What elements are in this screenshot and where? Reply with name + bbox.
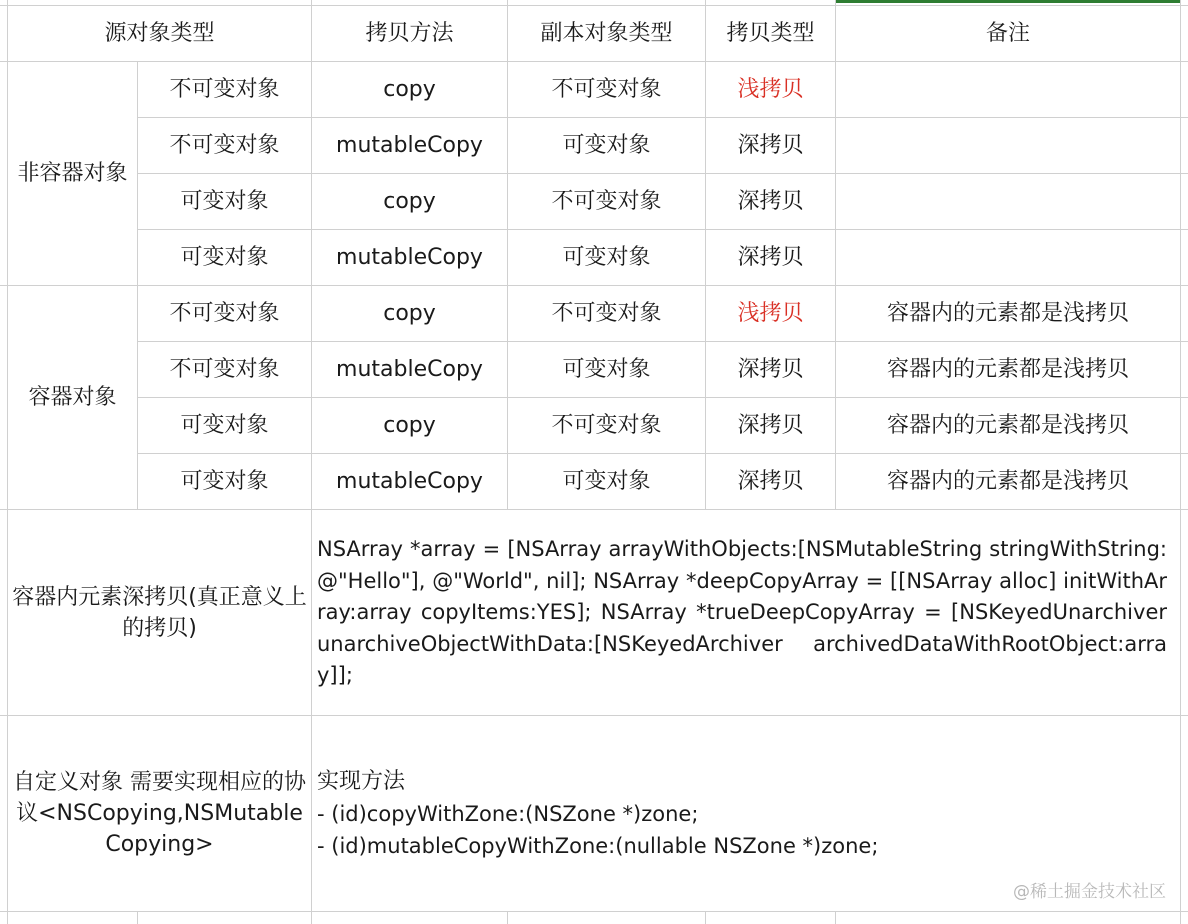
cell-method[interactable]: mutableCopy [336, 133, 483, 158]
header-source-type[interactable]: 源对象类型 [104, 21, 215, 46]
cell-note[interactable] [836, 62, 1180, 117]
deep-copy-code-cell[interactable]: NSArray *array = [NSArray arrayWithObjects:[NSMutableString stringWithString:@"Hello"], @"World", nil]; NSArray *deepCopyArray = [[NSArray alloc] initWithArray:array copyItems:YES]; NSArray *trueDeepCopyArray = [NSKeyedUnarchiver unarchiveObjectWithData:[NSKeyedArchiver archivedDataWithRootObject:array]]; [317, 537, 1167, 687]
group-container[interactable]: 容器对象 [28, 385, 117, 410]
impl-line: - (id)mutableCopyWithZone:(nullable NSZone *)zone; [317, 834, 879, 858]
cell-result[interactable]: 不可变对象 [551, 301, 662, 326]
cell-method[interactable]: mutableCopy [336, 469, 483, 494]
grid-line [835, 911, 836, 924]
impl-title: 实现方法 [317, 769, 406, 794]
cell-method[interactable]: mutableCopy [336, 245, 483, 270]
cell-kind[interactable]: 深拷贝 [737, 245, 804, 270]
cell-note[interactable]: 容器内的元素都是浅拷贝 [886, 301, 1129, 326]
header-copy-kind[interactable]: 拷贝类型 [726, 21, 815, 46]
cell-source[interactable]: 可变对象 [180, 189, 269, 214]
cell-source[interactable]: 可变对象 [180, 469, 269, 494]
grid-line [1180, 0, 1181, 924]
cell-method[interactable]: copy [383, 189, 436, 214]
cell-kind-shallow[interactable]: 浅拷贝 [737, 301, 804, 326]
cell-kind[interactable]: 深拷贝 [737, 189, 804, 214]
cell-source[interactable]: 不可变对象 [169, 357, 280, 382]
grid-line [507, 911, 508, 924]
cell-kind[interactable]: 深拷贝 [737, 413, 804, 438]
cell-method[interactable]: copy [383, 413, 436, 438]
cell-method[interactable]: copy [383, 77, 436, 102]
cell-note[interactable]: 容器内的元素都是浅拷贝 [886, 357, 1129, 382]
cell-result[interactable]: 不可变对象 [551, 189, 662, 214]
grid-line [705, 911, 706, 924]
grid-line [137, 911, 138, 924]
cell-result[interactable]: 可变对象 [562, 357, 651, 382]
cell-source[interactable]: 不可变对象 [169, 77, 280, 102]
watermark-text: @稀土掘金技术社区 [1013, 882, 1166, 902]
cell-result[interactable]: 不可变对象 [551, 413, 662, 438]
cell-note[interactable]: 容器内的元素都是浅拷贝 [886, 413, 1129, 438]
cell-source[interactable]: 不可变对象 [169, 301, 280, 326]
impl-line: - (id)copyWithZone:(NSZone *)zone; [317, 802, 699, 826]
cell-result[interactable]: 可变对象 [562, 469, 651, 494]
group-non-container[interactable]: 非容器对象 [17, 161, 128, 186]
cell-result[interactable]: 可变对象 [562, 133, 651, 158]
cell-result[interactable]: 可变对象 [562, 245, 651, 270]
cell-source[interactable]: 不可变对象 [169, 133, 280, 158]
cell-note[interactable] [836, 174, 1180, 229]
cell-kind[interactable]: 深拷贝 [737, 133, 804, 158]
header-copy-method[interactable]: 拷贝方法 [365, 21, 454, 46]
header-copy-object-type[interactable]: 副本对象类型 [540, 21, 673, 46]
grid-line [0, 911, 1188, 912]
cell-kind[interactable]: 深拷贝 [737, 357, 804, 382]
cell-kind[interactable]: 深拷贝 [737, 469, 804, 494]
group-custom[interactable]: 自定义对象 需要实现相应的协议<NSCopying,NSMutableCopying> [13, 770, 306, 857]
cell-method[interactable]: copy [383, 301, 436, 326]
cell-note[interactable]: 容器内的元素都是浅拷贝 [886, 469, 1129, 494]
cell-note[interactable] [836, 230, 1180, 285]
cell-source[interactable]: 可变对象 [180, 413, 269, 438]
watermark [1013, 877, 1166, 902]
cell-method[interactable]: mutableCopy [336, 357, 483, 382]
group-deep-container[interactable]: 容器内元素深拷贝(真正意义上的拷贝) [12, 584, 307, 641]
cell-kind-shallow[interactable]: 浅拷贝 [737, 77, 804, 102]
selected-column-indicator [835, 0, 1180, 3]
header-note[interactable]: 备注 [985, 21, 1030, 46]
impl-methods-cell[interactable] [317, 766, 1167, 862]
cell-source[interactable]: 可变对象 [180, 245, 269, 270]
cell-note[interactable] [836, 118, 1180, 173]
cell-result[interactable]: 不可变对象 [551, 77, 662, 102]
